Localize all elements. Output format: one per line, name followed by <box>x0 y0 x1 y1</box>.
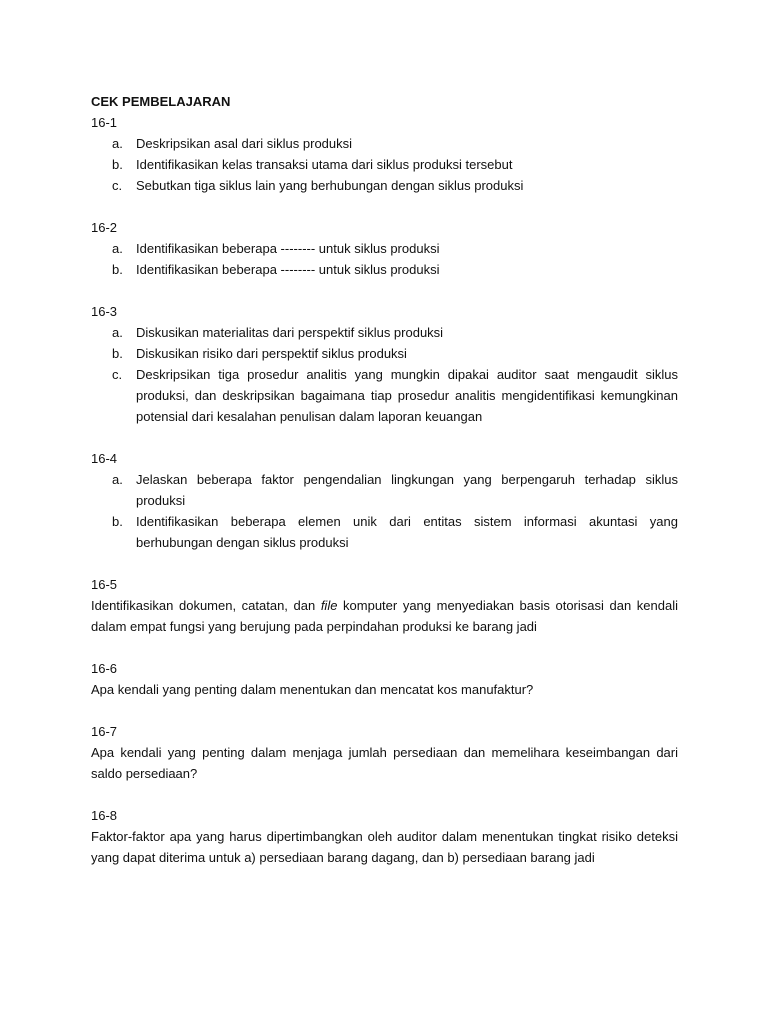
section-number: 16-8 <box>91 808 118 823</box>
section-number: 16-2 <box>91 220 118 235</box>
item-marker: a. <box>112 472 123 487</box>
list-item <box>91 343 678 364</box>
item-text: Diskusikan risiko dari perspektif siklus produksi <box>136 346 407 361</box>
section-number: 16-7 <box>91 724 118 739</box>
item-marker: c. <box>112 367 123 382</box>
list-item <box>91 133 678 154</box>
section-number: 16-5 <box>91 577 118 592</box>
list-item <box>91 469 678 511</box>
item-marker: b. <box>112 262 123 277</box>
item-marker: b. <box>112 346 123 361</box>
section-16-2 <box>91 217 678 280</box>
section-16-8 <box>91 805 678 868</box>
section-16-4 <box>91 448 678 553</box>
item-list <box>91 322 678 427</box>
list-item <box>91 154 678 175</box>
item-text: Identifikasikan kelas transaksi utama dari siklus produksi tersebut <box>136 157 513 172</box>
item-marker: a. <box>112 325 123 340</box>
item-text: Deskripsikan tiga prosedur analitis yang mungkin dipakai auditor saat mengaudit siklus produksi, dan deskripsikan bagaimana tiap prosedur analitis mengidentifikasi kemungkinan potensial dari kesalahan penulisan dalam laporan keuangan <box>136 367 678 424</box>
item-text: Deskripsikan asal dari siklus produksi <box>136 136 353 151</box>
list-item <box>91 364 678 427</box>
section-number: 16-1 <box>91 115 118 130</box>
item-marker: a. <box>112 136 123 151</box>
question-text-italic: file <box>320 598 338 613</box>
item-list <box>91 133 678 196</box>
list-item <box>91 175 678 196</box>
section-number: 16-4 <box>91 451 118 466</box>
list-item <box>91 259 678 280</box>
question-text <box>91 595 678 637</box>
question-text-part: komputer yang menyediakan basis otorisasi dan kendali dalam empat fungsi yang berujung pada perpindahan produksi ke barang jadi <box>91 598 678 634</box>
item-text: Identifikasikan beberapa elemen unik dari entitas sistem informasi akuntasi yang berhubungan dengan siklus produksi <box>136 514 678 550</box>
item-list <box>91 238 678 280</box>
section-16-6 <box>91 658 678 700</box>
question-text: Apa kendali yang penting dalam menjaga jumlah persediaan dan memelihara keseimbangan dari saldo persediaan? <box>91 745 678 781</box>
list-item <box>91 238 678 259</box>
section-number: 16-6 <box>91 661 118 676</box>
item-text: Diskusikan materialitas dari perspektif siklus produksi <box>136 325 444 340</box>
document-title: CEK PEMBELAJARAN <box>91 94 231 109</box>
item-marker: c. <box>112 178 123 193</box>
item-text: Sebutkan tiga siklus lain yang berhubungan dengan siklus produksi <box>136 178 524 193</box>
item-marker: a. <box>112 241 123 256</box>
question-text: Apa kendali yang penting dalam menentukan dan mencatat kos manufaktur? <box>91 682 534 697</box>
question-text: Faktor-faktor apa yang harus dipertimbangkan oleh auditor dalam menentukan tingkat risiko deteksi yang dapat diterima untuk a) persediaan barang dagang, dan b) persediaan barang jadi <box>91 829 678 865</box>
list-item <box>91 511 678 553</box>
item-text: Identifikasikan beberapa -------- untuk siklus produksi <box>136 241 440 256</box>
section-16-7 <box>91 721 678 784</box>
section-16-3 <box>91 301 678 427</box>
item-text: Identifikasikan beberapa -------- untuk siklus produksi <box>136 262 440 277</box>
section-16-1 <box>91 112 678 196</box>
item-text: Jelaskan beberapa faktor pengendalian lingkungan yang berpengaruh terhadap siklus produksi <box>136 472 678 508</box>
section-16-5 <box>91 574 678 637</box>
question-text-part: Identifikasikan dokumen, catatan, dan <box>91 598 321 613</box>
item-marker: b. <box>112 157 123 172</box>
item-marker: b. <box>112 514 123 529</box>
section-number: 16-3 <box>91 304 118 319</box>
item-list <box>91 469 678 553</box>
list-item <box>91 322 678 343</box>
